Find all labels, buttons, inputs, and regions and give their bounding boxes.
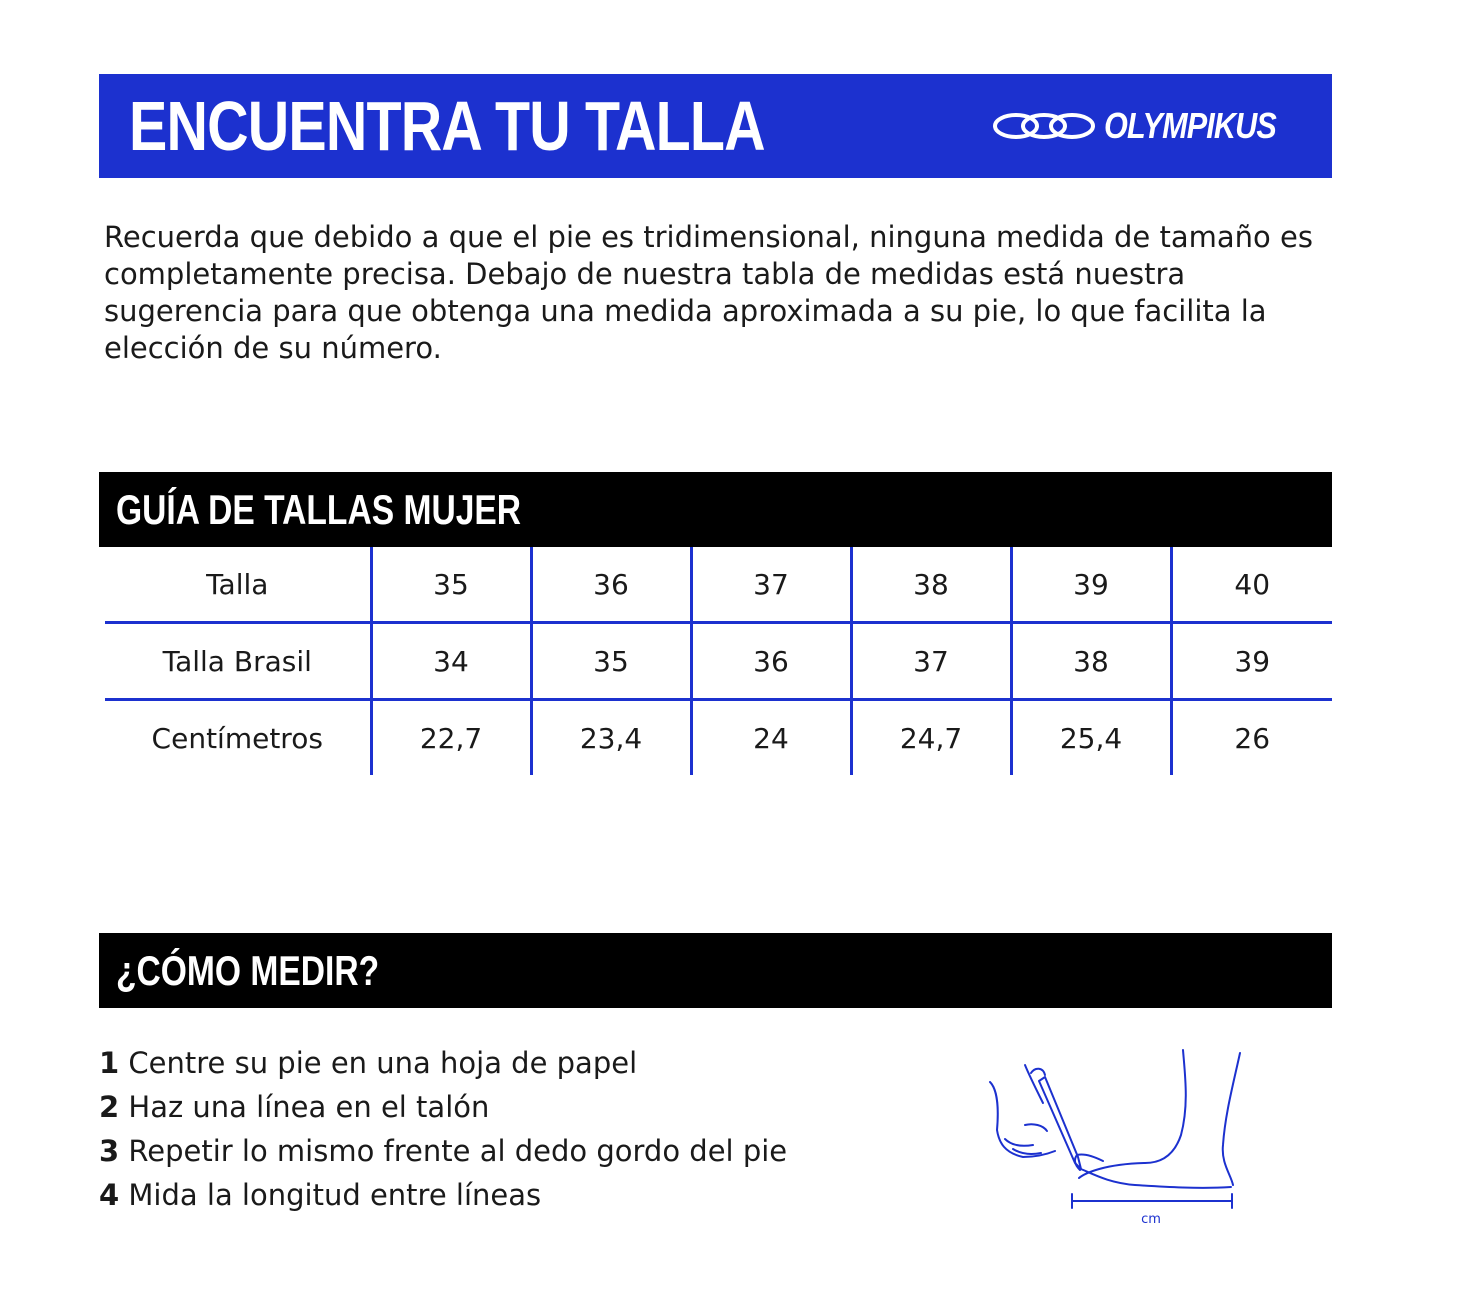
table-cell: 38 <box>851 547 1011 623</box>
table-row <box>105 547 1332 623</box>
table-cell: 24,7 <box>851 700 1011 776</box>
steps-list <box>99 1041 787 1217</box>
table-cell: 23,4 <box>531 700 691 776</box>
size-table <box>105 547 1332 775</box>
how-to-title: ¿CÓMO MEDIR? <box>116 946 380 994</box>
table-cell: 35 <box>531 623 691 700</box>
step-item <box>99 1173 787 1217</box>
table-cell: 35 <box>371 547 531 623</box>
table-row <box>105 623 1332 700</box>
how-to-header <box>99 933 1332 1008</box>
table-cell: 38 <box>1011 623 1171 700</box>
header-banner <box>99 74 1332 178</box>
table-cell: 39 <box>1171 623 1332 700</box>
brand-name: OLYMPIKUS <box>1103 105 1276 146</box>
table-cell: 37 <box>691 547 851 623</box>
step-text: Haz una línea en el talón <box>119 1090 490 1124</box>
rings-icon <box>992 110 1096 142</box>
step-item <box>99 1041 787 1085</box>
page-title: ENCUENTRA TU TALLA <box>129 87 765 165</box>
step-text: Mida la longitud entre líneas <box>119 1178 542 1212</box>
row-label: Talla <box>105 547 371 623</box>
table-row <box>105 700 1332 776</box>
table-cell: 26 <box>1171 700 1332 776</box>
size-guide-title: GUÍA DE TALLAS MUJER <box>116 485 522 533</box>
table-cell: 24 <box>691 700 851 776</box>
table-cell: 36 <box>531 547 691 623</box>
step-number: 3 <box>99 1134 120 1168</box>
table-cell: 37 <box>851 623 1011 700</box>
step-text: Centre su pie en una hoja de papel <box>119 1046 638 1080</box>
step-item <box>99 1129 787 1173</box>
step-number: 4 <box>99 1178 120 1212</box>
step-number: 2 <box>99 1090 120 1124</box>
table-cell: 40 <box>1171 547 1332 623</box>
table-cell: 25,4 <box>1011 700 1171 776</box>
table-cell: 22,7 <box>371 700 531 776</box>
step-item <box>99 1085 787 1129</box>
row-label: Talla Brasil <box>105 623 371 700</box>
size-guide-header <box>99 472 1332 547</box>
unit-label: cm <box>1141 1212 1161 1227</box>
intro-paragraph: Recuerda que debido a que el pie es tridimensional, ninguna medida de tamaño es completamente precisa. Debajo de nuestra tabla de medidas está nuestra sugerencia para que obtenga una medida aproximada a su pie, lo que facilita la elección de su número. <box>104 220 1313 365</box>
foot-measure-icon <box>985 1045 1245 1234</box>
table-cell: 34 <box>371 623 531 700</box>
brand-logo <box>992 105 1306 147</box>
step-text: Repetir lo mismo frente al dedo gordo del pie <box>119 1134 788 1168</box>
step-number: 1 <box>99 1046 120 1080</box>
table-cell: 39 <box>1011 547 1171 623</box>
row-label: Centímetros <box>151 721 323 755</box>
table-cell: 36 <box>691 623 851 700</box>
